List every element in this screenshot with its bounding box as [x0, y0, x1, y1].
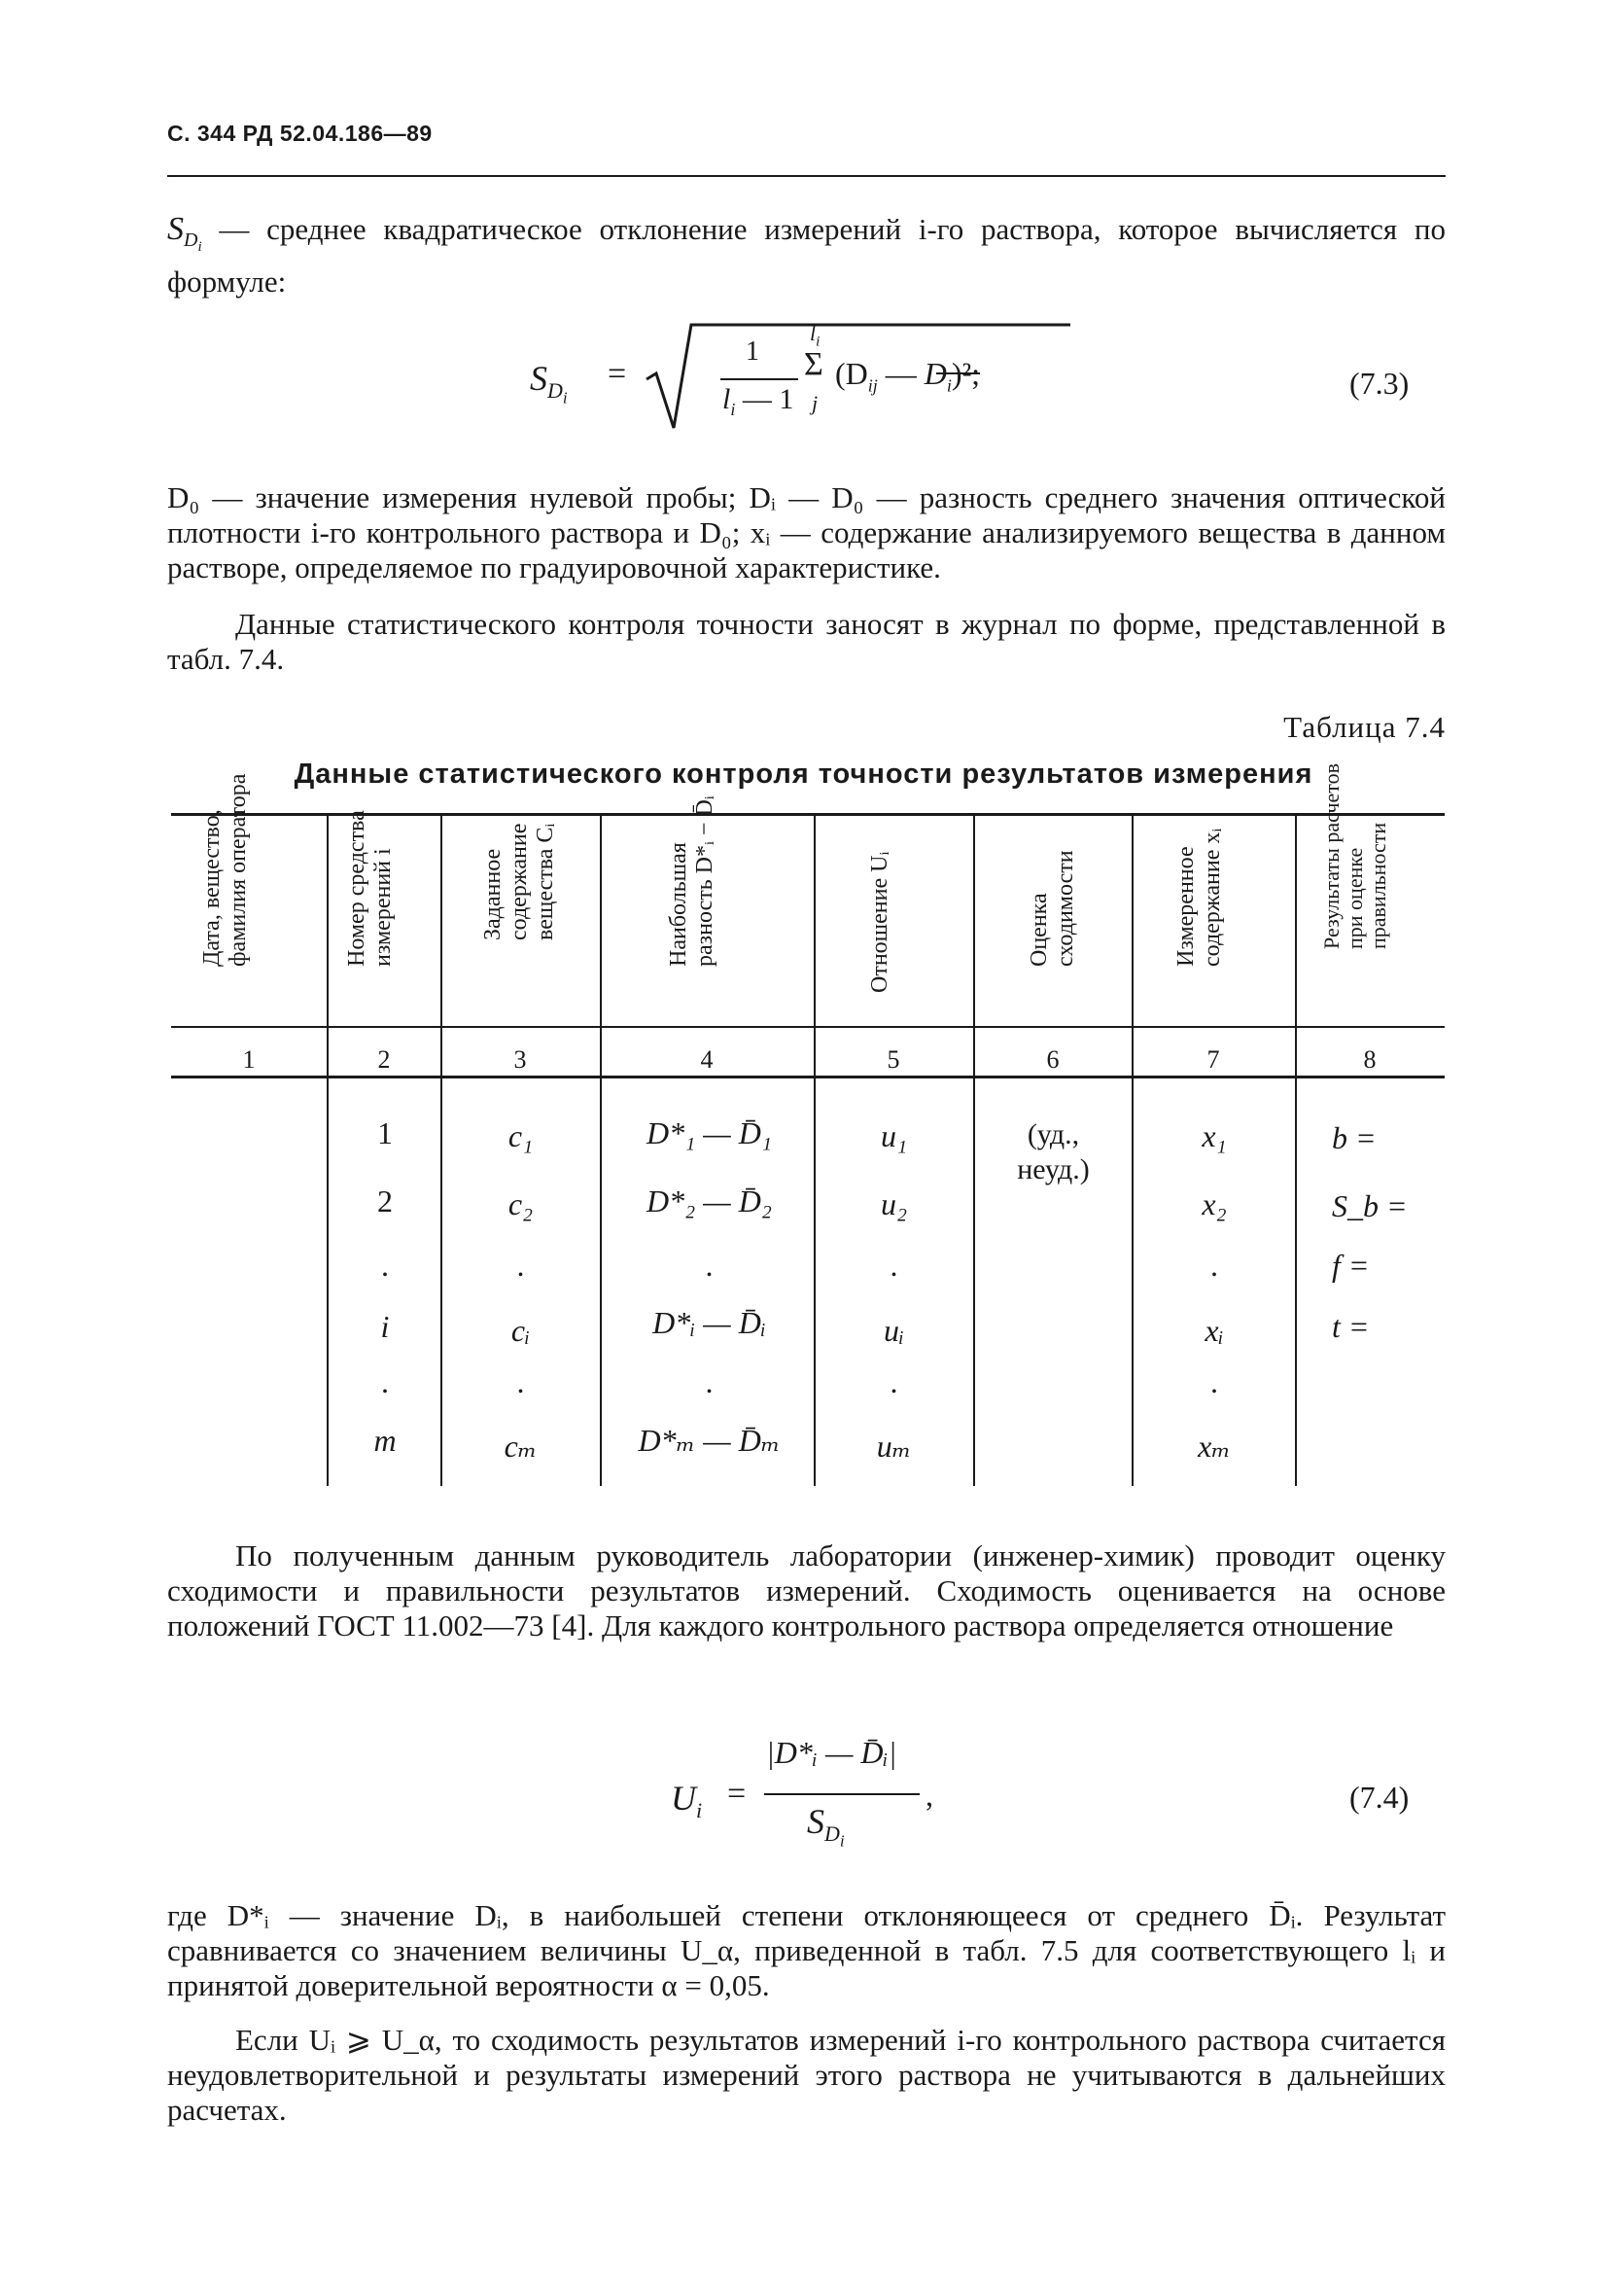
table-cell: uᵢ — [883, 1313, 905, 1348]
table-cell: . — [890, 1364, 898, 1399]
table-cell: D*ᵢ — D̄ᵢ — [652, 1305, 766, 1340]
sd-definition-text: — среднее квадратическое отклонение измерений i-го раствора, которое вычисляется по формуле: — [167, 212, 1447, 300]
paragraph-comparison: где D*ᵢ — значение Dᵢ, в наибольшей степени отклоняющееся от среднего D̄ᵢ. Результат сравнивается со значением величины U_α, приведенной в табл. 7.5 для соответствующего lᵢ и принятой доверительной вероятности α = 0,05. — [167, 1898, 1446, 2002]
page-header: С. 344 РД 52.04.186—89 — [167, 121, 433, 146]
table-cell: S_b = — [1332, 1188, 1408, 1223]
eq74-comma: , — [926, 1778, 933, 1813]
table-cell: . — [381, 1248, 389, 1283]
eq73-equals: = — [608, 356, 627, 392]
column-number-5: 5 — [887, 1045, 900, 1074]
table-cell: x₂ — [1202, 1186, 1227, 1221]
table-header-5: Отношение Uᵢ — [866, 851, 892, 993]
table-cell: неуд.) — [1017, 1153, 1090, 1185]
eq74-lhs: $U_i$ — [671, 1779, 703, 1823]
table-header-1: Дата, вещество, фамилия оператора — [199, 773, 251, 967]
eq74-fraction-bar — [764, 1793, 920, 1795]
table-header-4: Наибольшая разность D*ᵢ − D̄ᵢ — [666, 795, 717, 967]
table-cell: D*₂ — D̄₂ — [646, 1183, 772, 1219]
table-header-rule — [171, 1026, 1445, 1028]
table-cell: f = — [1332, 1248, 1370, 1283]
table-cell: . — [705, 1364, 714, 1399]
column-number-2: 2 — [377, 1045, 391, 1074]
eq74-numerator: |D*ᵢ — D̄ᵢ| — [766, 1735, 897, 1770]
eq73-number: (7.3) — [1349, 366, 1410, 401]
eq74-number: (7.4) — [1349, 1780, 1410, 1815]
table-cell: xₘ — [1198, 1429, 1231, 1464]
eq73-sum-top: $l_i$ — [810, 321, 821, 350]
table-cell: . — [890, 1248, 898, 1283]
sum-icon: Σ — [804, 346, 823, 382]
table-cell: D*ₘ — D̄ₘ — [638, 1423, 781, 1458]
table-number-rule — [171, 1076, 1445, 1078]
table-label: Таблица 7.4 — [1283, 710, 1446, 744]
table-col-divider-6 — [1132, 815, 1134, 1486]
table-col-divider-1 — [327, 815, 329, 1486]
table-cell: (уд., — [1027, 1118, 1080, 1150]
table-cell: . — [381, 1364, 389, 1399]
table-col-divider-3 — [600, 815, 602, 1486]
eq74-equals: = — [727, 1776, 747, 1812]
table-cell: i — [380, 1309, 390, 1344]
table-cell: D*₁ — D̄₁ — [646, 1115, 772, 1150]
eq73-lhs: $S_{D_i}$ — [530, 359, 568, 407]
eq73-sum-bottom: j — [812, 391, 819, 415]
table-col-divider-2 — [440, 815, 442, 1486]
table-header-8: Результаты расчетов при оценке правильности — [1319, 762, 1390, 949]
equation-7-4 — [671, 1731, 962, 1857]
table-cell: b = — [1332, 1120, 1377, 1155]
table-cell: c₂ — [507, 1186, 534, 1221]
table-cell: u₂ — [880, 1186, 908, 1221]
table-cell: xᵢ — [1205, 1313, 1224, 1348]
table-cell: m — [373, 1423, 397, 1458]
table-cell: 2 — [377, 1183, 393, 1219]
sd-subsub: i — [197, 239, 202, 256]
paragraph-journal: Данные статистического контроля точности заносят в журнал по форме, представленной в табл. 7.4. — [167, 607, 1446, 676]
table-cell: . — [516, 1364, 525, 1399]
table-col-divider-7 — [1295, 815, 1297, 1486]
table-header-3: Заданное содержание вещества Cᵢ — [479, 823, 558, 940]
table-header-6: Оценка сходимости — [1026, 850, 1078, 967]
column-number-3: 3 — [513, 1045, 527, 1074]
eq73-frac-num: 1 — [746, 336, 759, 367]
sd-sub: D — [184, 230, 198, 252]
table-col-divider-5 — [973, 815, 975, 1486]
sd-symbol: S — [167, 211, 184, 247]
table-col-divider-4 — [814, 815, 816, 1486]
column-number-8: 8 — [1363, 1045, 1377, 1074]
eq74-denominator: $S_{D_i}$ — [807, 1802, 845, 1851]
table-cell: 1 — [377, 1115, 393, 1150]
table-cell: uₘ — [876, 1429, 912, 1464]
table-header-7: Измеренное содержание xᵢ — [1173, 828, 1225, 967]
table-cell: . — [1210, 1364, 1218, 1399]
table-cell: t = — [1332, 1309, 1370, 1344]
column-number-4: 4 — [700, 1045, 714, 1074]
table-title: Данные статистического контроля точности результатов измерения — [294, 759, 1313, 790]
table-cell: cₘ — [504, 1429, 538, 1464]
column-number-1: 1 — [242, 1045, 256, 1074]
eq73-body: ($D_{ij}$ — $D_i)^2$; — [835, 356, 981, 396]
table-cell: x₁ — [1202, 1118, 1227, 1153]
paragraph-conclusion: Если Uᵢ ⩾ U_α, то сходимость результатов измерений i-го контрольного раствора считается неудовлетворительной и результаты измерений этого раствора не учитываются в дальнейших расчетах. — [167, 2023, 1446, 2127]
column-number-6: 6 — [1046, 1045, 1060, 1074]
table-cell: cᵢ — [510, 1313, 531, 1348]
table-cell: c₁ — [507, 1118, 534, 1153]
eq73-frac-den: $l_i$ — 1 — [722, 383, 794, 419]
paragraph-d0-definition: D₀ — значение измерения нулевой пробы; Dᵢ — D₀ — разность среднего значения оптической плотности i-го контрольного раствора и D₀; xᵢ — содержание анализируемого вещества в данном растворе, определяемое по градуировочной характеристике. — [167, 480, 1446, 584]
paragraph-evaluation: По полученным данным руководитель лаборатории (инженер-химик) проводит оценку сходимости и правильности результатов измерений. Сходимость оценивается на основе положений ГОСТ 11.002—73 [4]. Для каждого контрольного раствора определяется отношение — [167, 1538, 1446, 1643]
table-cell: . — [1210, 1248, 1218, 1283]
table-header-2: Номер средства измерений i — [344, 810, 396, 967]
table-cell: u₁ — [880, 1118, 908, 1153]
table-cell: . — [516, 1248, 525, 1283]
table-cell: . — [705, 1248, 714, 1283]
column-number-7: 7 — [1206, 1045, 1220, 1074]
